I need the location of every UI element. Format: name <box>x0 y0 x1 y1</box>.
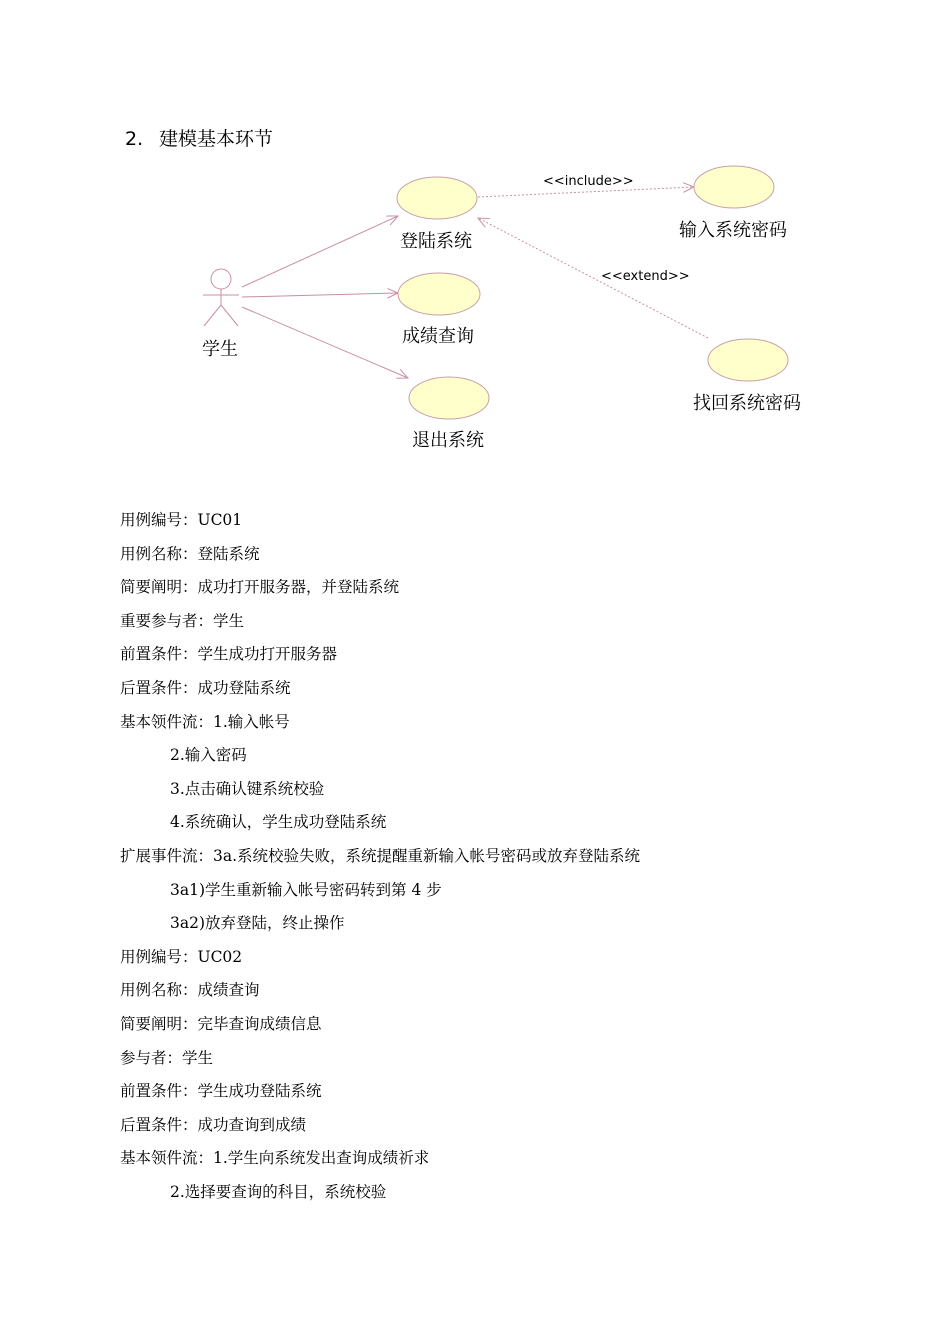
association-query <box>242 293 398 297</box>
use-case-input-password-label: 输入系统密码 <box>679 220 787 241</box>
spec-line: 3a1)学生重新输入帐号密码转到第 4 步 <box>170 880 442 899</box>
use-case-query <box>398 273 480 315</box>
extend-stereotype: <<extend>> <box>601 269 690 284</box>
use-case-login-label: 登陆系统 <box>400 231 472 252</box>
section-number: 2. <box>125 128 144 150</box>
spec-line: 后置条件：成功查询到成绩 <box>120 1115 307 1134</box>
spec-line: 用例编号：UC02 <box>120 947 243 966</box>
use-case-recover-password <box>708 339 788 381</box>
spec-line: 用例名称：成绩查询 <box>120 981 260 1000</box>
spec-line: 后置条件：成功登陆系统 <box>120 678 291 697</box>
association-logout <box>242 307 408 378</box>
use-case-query-label: 成绩查询 <box>402 326 474 347</box>
use-case-specification <box>120 506 880 1211</box>
spec-line: 2.输入密码 <box>170 746 247 765</box>
spec-line: 简要阐明：成功打开服务器，并登陆系统 <box>120 578 400 597</box>
section-heading <box>125 124 273 151</box>
spec-line: 前置条件：学生成功打开服务器 <box>120 645 338 664</box>
spec-line: 前置条件：学生成功登陆系统 <box>120 1082 322 1101</box>
spec-line: 基本领件流：1.学生向系统发出查询成绩祈求 <box>120 1149 430 1168</box>
spec-line: 参与者：学生 <box>120 1048 214 1067</box>
actor-student <box>203 269 239 326</box>
section-title: 建模基本环节 <box>159 128 274 150</box>
actor-label: 学生 <box>202 339 238 360</box>
spec-line: 用例名称：登陆系统 <box>120 544 260 563</box>
use-case-recover-password-label: 找回系统密码 <box>693 393 801 414</box>
use-case-logout-label: 退出系统 <box>412 430 484 451</box>
use-case-ellipses <box>397 166 788 419</box>
use-case-logout <box>409 377 489 419</box>
spec-line: 基本领件流：1.输入帐号 <box>120 712 290 731</box>
spec-line: 3a2)放弃登陆，终止操作 <box>170 914 345 933</box>
spec-line: 3.点击确认键系统校验 <box>170 779 325 798</box>
use-case-diagram <box>0 150 950 470</box>
spec-line: 重要参与者：学生 <box>120 611 245 630</box>
use-case-login <box>397 177 477 219</box>
spec-line: 用例编号：UC01 <box>120 511 243 529</box>
spec-line: 2.选择要查询的科目，系统校验 <box>170 1182 387 1201</box>
include-stereotype: <<include>> <box>543 174 634 189</box>
association-login <box>242 216 398 287</box>
spec-line: 扩展事件流：3a.系统校验失败，系统提醒重新输入帐号密码或放弃登陆系统 <box>120 846 641 865</box>
spec-line: 简要阐明：完毕查询成绩信息 <box>120 1014 322 1033</box>
spec-line: 4.系统确认，学生成功登陆系统 <box>170 813 387 832</box>
use-case-input-password <box>694 166 774 208</box>
